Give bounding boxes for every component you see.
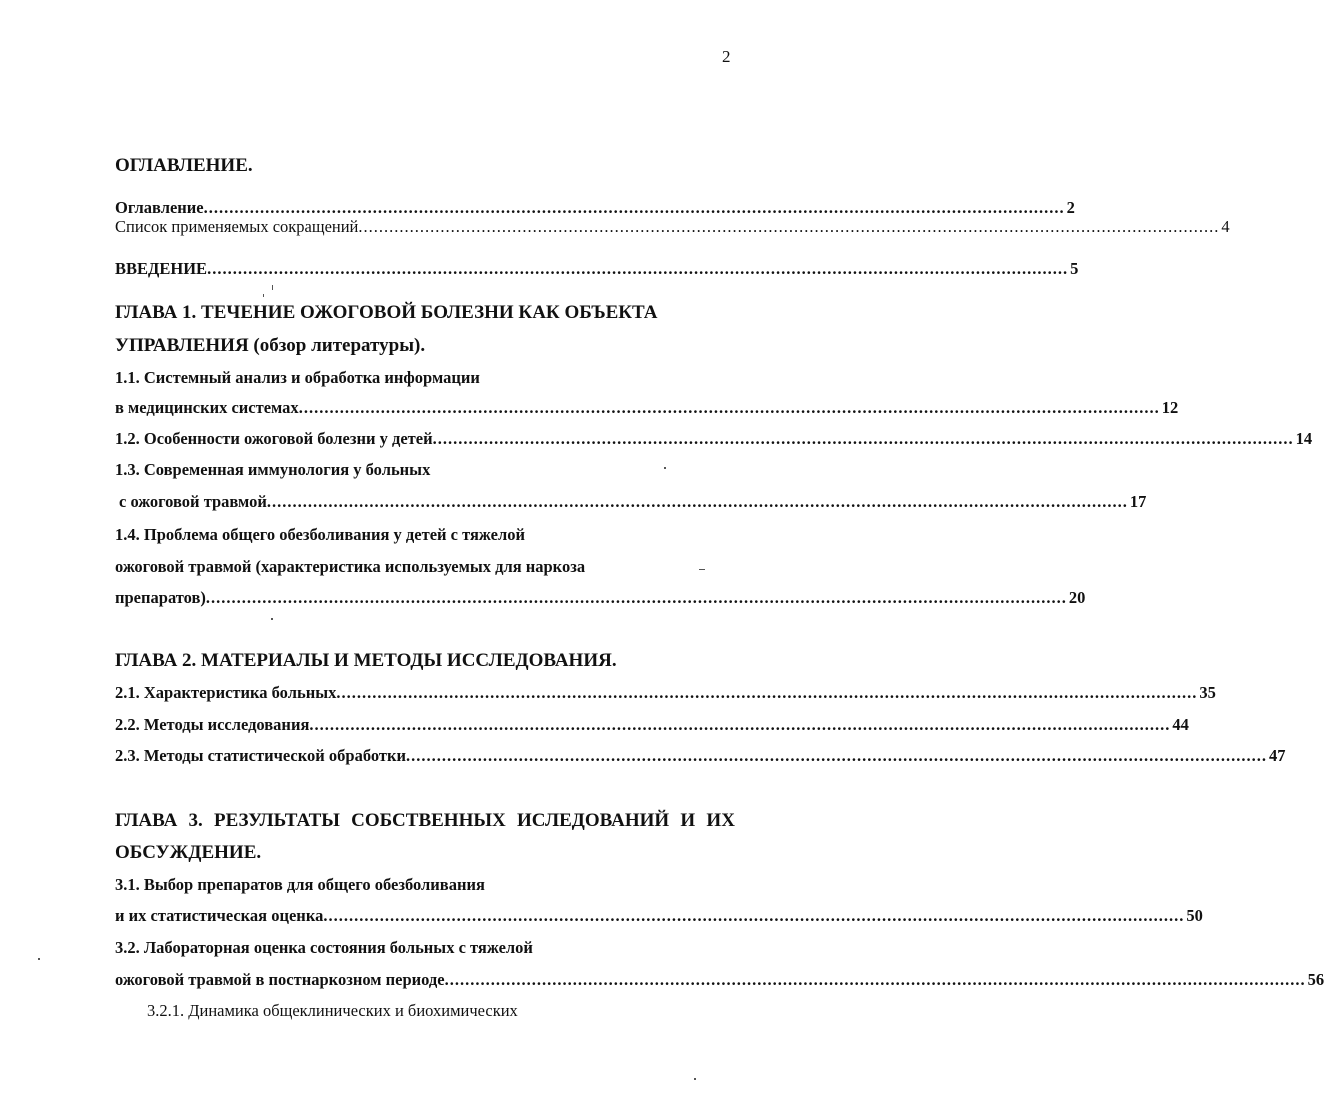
leader-dots: ........................................................................................................................................................................	[207, 259, 1069, 278]
title-word: СОБСТВЕННЫХ	[351, 810, 506, 831]
scan-speck	[694, 1078, 696, 1080]
entry-page: 4	[1221, 217, 1230, 236]
entry-label: 2.2. Методы исследования	[115, 715, 310, 734]
entry-page: 47	[1269, 746, 1286, 765]
toc-entry-3-1[interactable]	[115, 906, 1203, 926]
section-1-4-line1: 1.4. Проблема общего обезболивания у детей с тяжелой	[115, 525, 526, 544]
toc-entry-abbreviations[interactable]	[115, 217, 1230, 237]
toc-title: ОГЛАВЛЕНИЕ.	[115, 155, 253, 176]
title-word: И	[680, 810, 696, 831]
leader-dots: ........................................................................................................................................................................	[323, 906, 1185, 925]
leader-dots: ........................................................................................................................................................................	[432, 429, 1294, 448]
subsection-3-2-1: 3.2.1. Динамика общеклинических и биохимических	[147, 1001, 518, 1020]
leader-dots: ........................................................................................................................................................................	[298, 398, 1160, 417]
scan-speck	[38, 958, 40, 960]
entry-page: 56	[1307, 970, 1324, 989]
page-number: 2	[722, 47, 731, 66]
entry-page: 5	[1070, 259, 1079, 278]
section-3-1-line1: 3.1. Выбор препаратов для общего обезболивания	[115, 875, 485, 894]
entry-page: 17	[1129, 492, 1147, 511]
entry-label: с ожоговой травмой	[119, 492, 267, 511]
entry-page: 35	[1199, 683, 1216, 702]
entry-page: 12	[1161, 398, 1179, 417]
entry-label: 2.3. Методы статистической обработки	[115, 746, 407, 765]
leader-dots: ........................................................................................................................................................................	[205, 588, 1067, 607]
section-3-2-line1: 3.2. Лабораторная оценка состояния больных с тяжелой	[115, 938, 533, 957]
leader-dots: ........................................................................................................................................................................	[444, 970, 1306, 989]
entry-label: в медицинских системах	[115, 398, 299, 417]
section-1-1-line1: 1.1. Системный анализ и обработка информации	[115, 368, 480, 387]
entry-page: 14	[1295, 429, 1313, 448]
entry-label: Оглавление	[115, 198, 204, 217]
toc-entry-1-4[interactable]	[115, 588, 1086, 608]
entry-label: 2.1. Характеристика больных	[115, 683, 337, 702]
title-word: РЕЗУЛЬТАТЫ	[214, 810, 340, 831]
toc-entry-introduction[interactable]	[115, 259, 1079, 279]
scan-speck	[664, 467, 666, 469]
toc-entry-1-2[interactable]	[115, 429, 1313, 449]
chapter2-title: ГЛАВА 2. МАТЕРИАЛЫ И МЕТОДЫ ИССЛЕДОВАНИЯ.	[115, 650, 617, 671]
scan-speck	[272, 285, 273, 290]
entry-label: ожоговой травмой в постнаркозном периоде	[115, 970, 445, 989]
entry-page: 20	[1068, 588, 1086, 607]
toc-entry-3-2[interactable]	[115, 970, 1324, 990]
title-word: ГЛАВА	[115, 810, 178, 831]
leader-dots: ........................................................................................................................................................................	[406, 746, 1268, 765]
chapter1-title-line2: УПРАВЛЕНИЯ (обзор литературы).	[115, 335, 426, 356]
toc-entry-2-3[interactable]	[115, 746, 1286, 766]
scan-speck	[263, 294, 264, 297]
entry-label: препаратов)	[115, 588, 206, 607]
entry-page: 44	[1172, 715, 1189, 734]
leader-dots: ........................................................................................................................................................................	[266, 492, 1128, 511]
chapter3-title-line1	[115, 810, 735, 832]
entry-label: и их статистическая оценка	[115, 906, 324, 925]
toc-entry-1-1[interactable]	[115, 398, 1179, 418]
entry-page: 50	[1186, 906, 1203, 925]
leader-dots: ........................................................................................................................................................................	[336, 683, 1198, 702]
leader-dots: ........................................................................................................................................................................	[358, 217, 1220, 236]
scan-speck	[699, 569, 705, 570]
toc-entry-1-3[interactable]	[115, 492, 1147, 512]
entry-label: Список применяемых сокращений	[115, 217, 359, 236]
title-word: ИСЛЕДОВАНИЙ	[516, 810, 670, 831]
entry-label: ВВЕДЕНИЕ	[115, 259, 208, 278]
entry-label: 1.2. Особенности ожоговой болезни у детей	[115, 429, 433, 448]
toc-entry-2-1[interactable]	[115, 683, 1216, 703]
chapter3-title-line2: ОБСУЖДЕНИЕ.	[115, 842, 262, 863]
scan-speck	[271, 618, 273, 620]
leader-dots: ........................................................................................................................................................................	[309, 715, 1171, 734]
entry-page: 2	[1066, 198, 1075, 217]
section-1-3-line1: 1.3. Современная иммунология у больных	[115, 460, 431, 479]
toc-entry-2-2[interactable]	[115, 715, 1189, 735]
toc-entry-contents[interactable]	[115, 198, 1075, 218]
leader-dots: ........................................................................................................................................................................	[203, 198, 1065, 217]
section-1-4-line2: ожоговой травмой (характеристика используемых для наркоза	[115, 557, 586, 576]
title-word: 3.	[188, 810, 203, 831]
chapter1-title-line1: ГЛАВА 1. ТЕЧЕНИЕ ОЖОГОВОЙ БОЛЕЗНИ КАК ОБЪЕКТА	[115, 302, 658, 323]
title-word: ИХ	[706, 810, 735, 831]
